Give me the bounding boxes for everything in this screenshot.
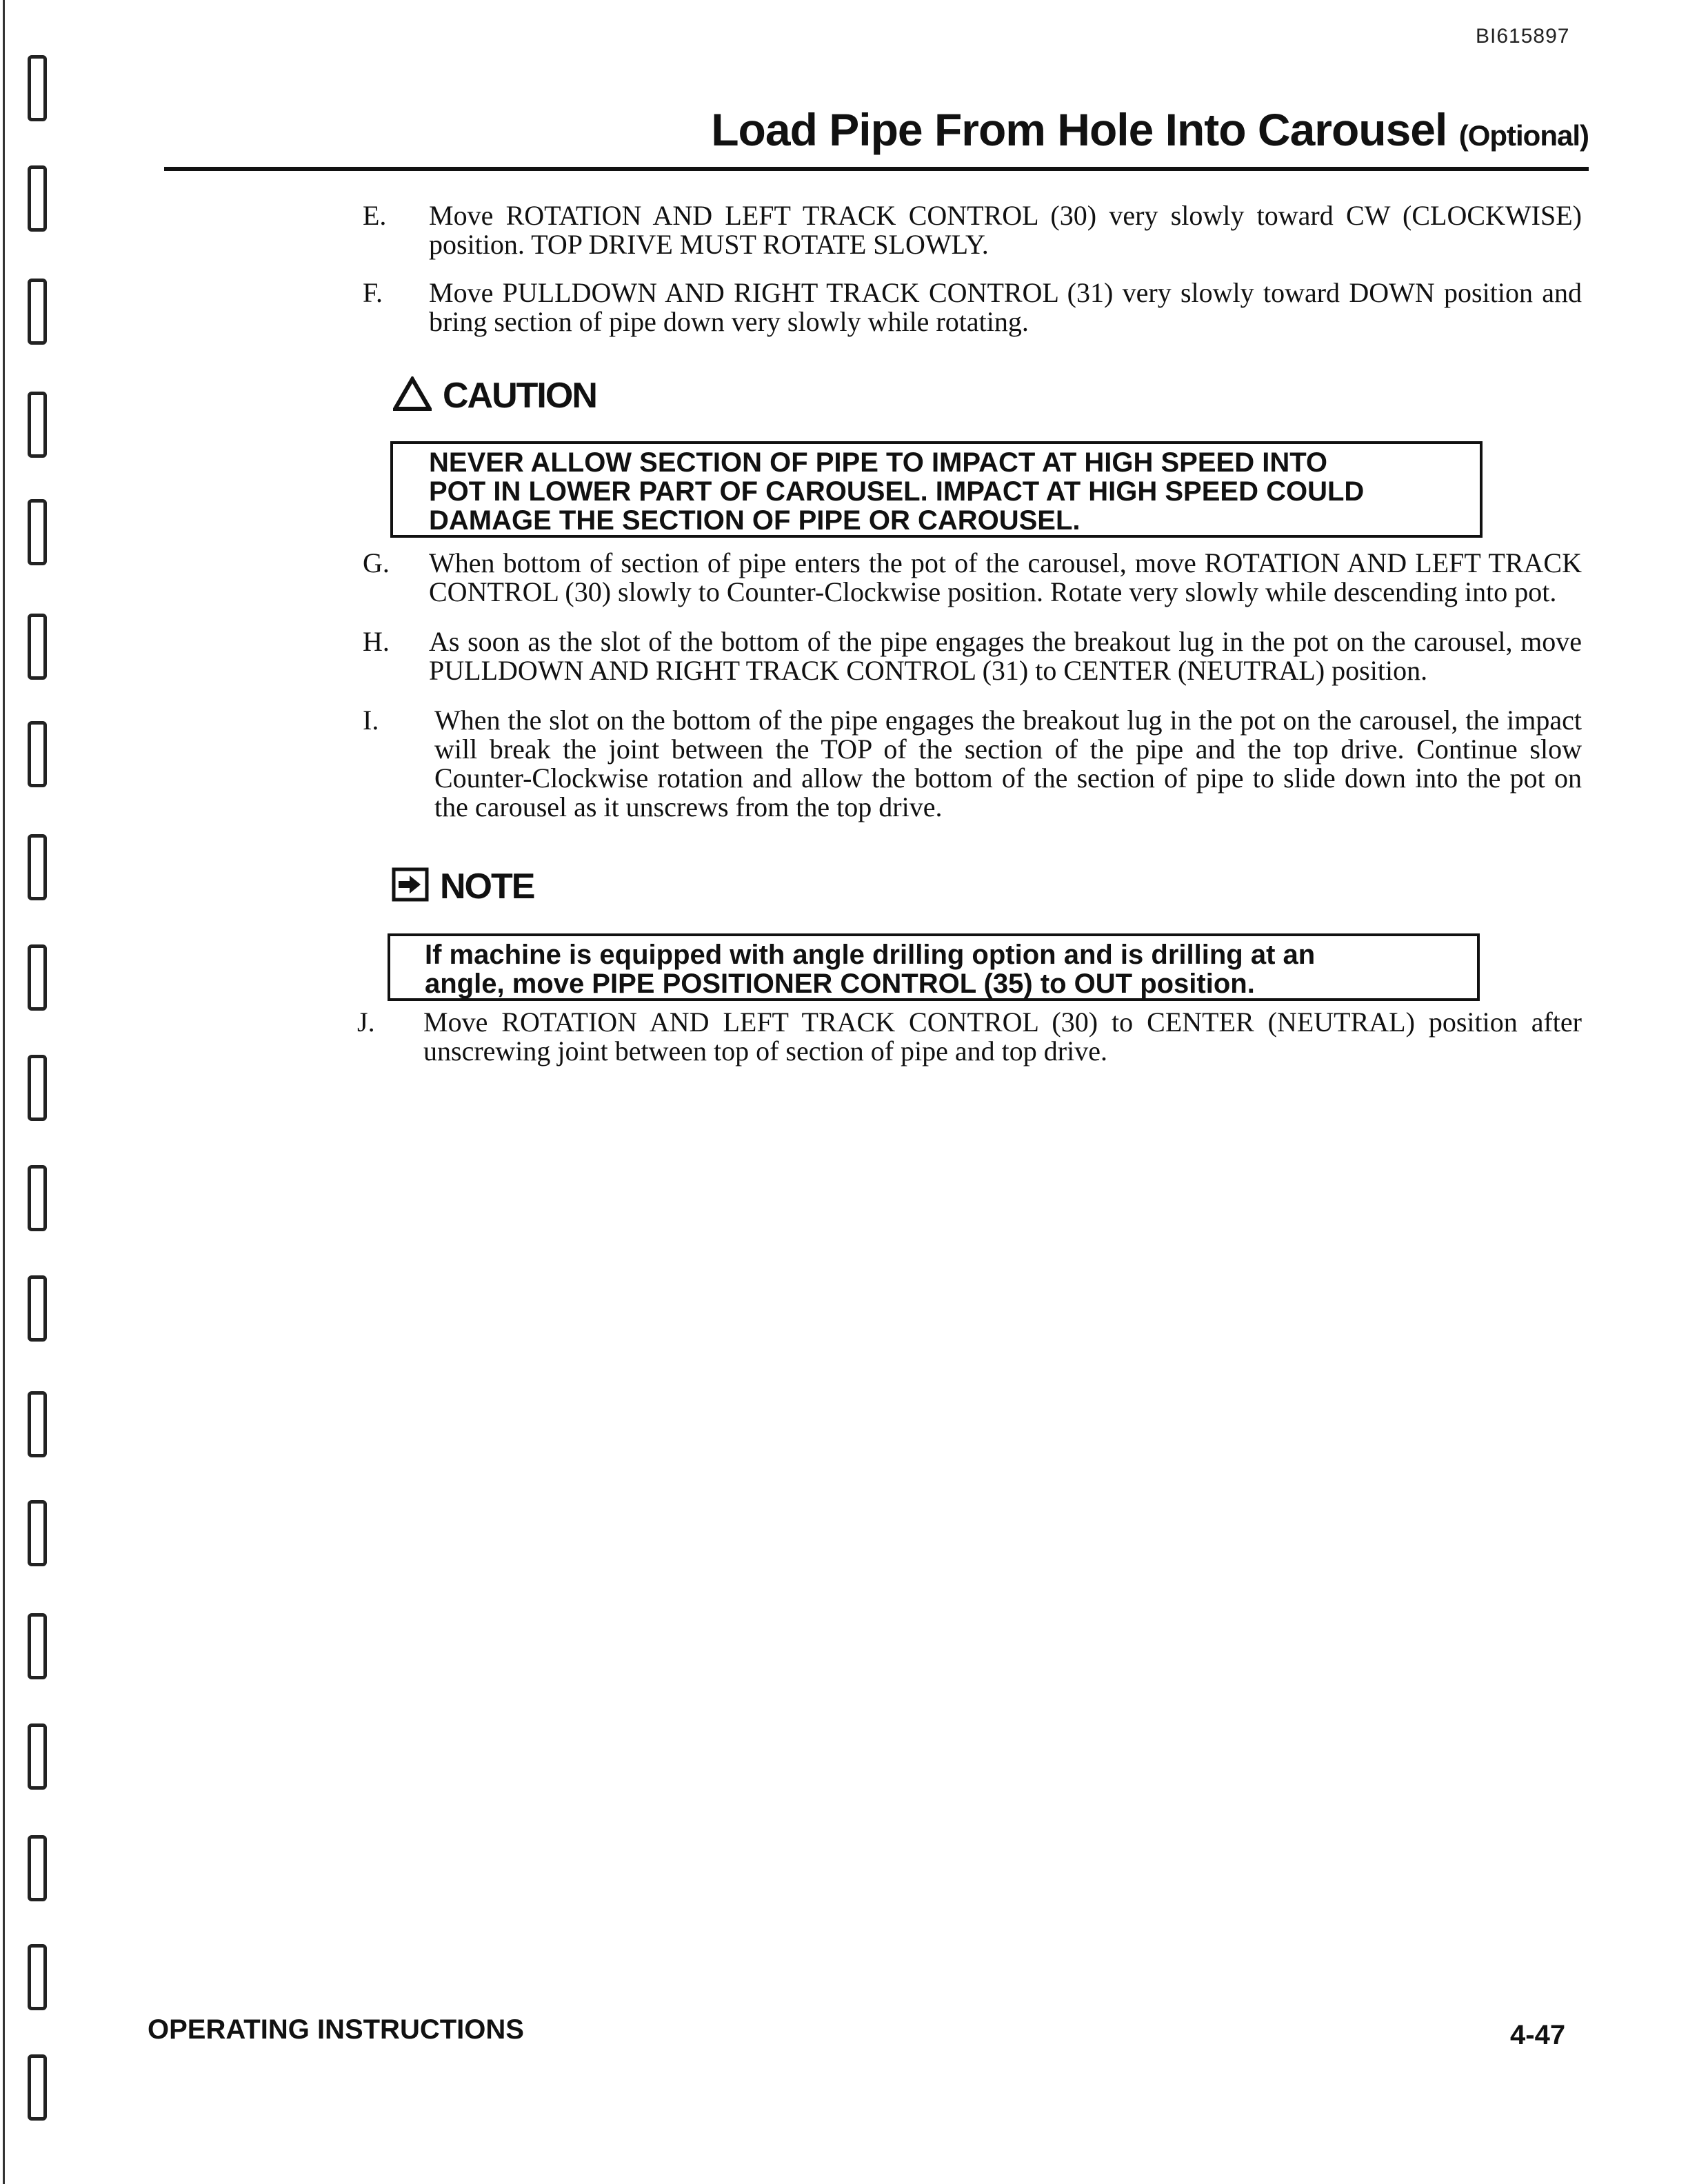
binder-ring xyxy=(28,944,47,1011)
binder-ring xyxy=(28,614,47,680)
step-letter: I. xyxy=(363,705,379,736)
binder-ring xyxy=(28,1165,47,1231)
binder-ring xyxy=(28,1944,47,2010)
binder-ring xyxy=(28,1835,47,1901)
page-title-optional: (Optional) xyxy=(1458,119,1589,152)
arrow-box-icon xyxy=(392,867,429,911)
note-line: angle, move PIPE POSITIONER CONTROL (35) to OUT position. xyxy=(425,969,1255,999)
step-letter: H. xyxy=(363,626,390,657)
caution-line: DAMAGE THE SECTION OF PIPE OR CAROUSEL. xyxy=(429,505,1081,536)
caution-line: POT IN LOWER PART OF CAROUSEL. IMPACT AT HIGH SPEED COULD xyxy=(429,476,1365,507)
binder-ring xyxy=(28,55,47,121)
page-title-text: Load Pipe From Hole Into Carousel xyxy=(711,104,1447,155)
step-letter: G. xyxy=(363,547,390,578)
step-letter: E. xyxy=(363,200,387,231)
footer-section-title: OPERATING INSTRUCTIONS xyxy=(148,2014,524,2045)
document-id: BI615897 xyxy=(1476,25,1570,48)
binder-ring xyxy=(28,499,47,565)
step-text: When the slot on the bottom of the pipe engages the breakout lug in the pot on the carousel, the impact will break the joint between the TOP of the section of the pipe and the top drive. Continue slow Counter-Clockwise rotation and allow the bottom of the section of pipe to slide down into the pot on the carousel as it unscrews from the top drive. xyxy=(434,705,1582,822)
page-title xyxy=(165,103,1589,156)
binder-ring xyxy=(28,1275,47,1342)
binder-ring xyxy=(28,1723,47,1790)
step-text: As soon as the slot of the bottom of the pipe engages the breakout lug in the pot on the carousel, move PULLDOWN AND RIGHT TRACK CONTROL (31) to CENTER (NEUTRAL) position. xyxy=(429,626,1582,686)
binder-ring xyxy=(28,1391,47,1457)
step-letter: J. xyxy=(357,1007,375,1038)
note-box xyxy=(388,933,1480,1001)
warning-triangle-icon xyxy=(393,376,432,420)
binder-ring xyxy=(28,392,47,458)
binder-ring xyxy=(28,279,47,345)
title-underline xyxy=(164,167,1589,171)
page-number: 4-47 xyxy=(1510,2020,1566,2050)
caution-box xyxy=(390,441,1483,538)
caution-line: NEVER ALLOW SECTION OF PIPE TO IMPACT AT HIGH SPEED INTO xyxy=(429,447,1328,478)
binder-ring xyxy=(28,165,47,232)
step-text: Move ROTATION AND LEFT TRACK CONTROL (30) very slowly toward CW (CLOCKWISE) position. TOP DRIVE MUST ROTATE SLOWLY. xyxy=(429,200,1582,260)
step-letter: F. xyxy=(363,277,383,308)
note-heading-text: NOTE xyxy=(440,867,534,907)
step-text: Move PULLDOWN AND RIGHT TRACK CONTROL (31) very slowly toward DOWN position and bring section of pipe down very slowly while rotating. xyxy=(429,277,1582,337)
caution-heading-text: CAUTION xyxy=(443,376,596,416)
binder-ring xyxy=(28,1613,47,1679)
binder-ring xyxy=(28,721,47,787)
binder-ring xyxy=(28,1500,47,1566)
binder-edge-line xyxy=(3,0,5,2184)
binder-ring xyxy=(28,2054,47,2121)
step-text: When bottom of section of pipe enters the pot of the carousel, move ROTATION AND LEFT TRACK CONTROL (30) slowly to Counter-Clockwise position. Rotate very slowly while descending into pot. xyxy=(429,547,1582,607)
binder-ring xyxy=(28,1055,47,1121)
binder-ring xyxy=(28,834,47,900)
note-line: If machine is equipped with angle drilling option and is drilling at an xyxy=(425,940,1316,970)
caution-heading xyxy=(393,375,596,420)
step-text: Move ROTATION AND LEFT TRACK CONTROL (30) to CENTER (NEUTRAL) position after unscrewing joint between top of section of pipe and top drive. xyxy=(423,1007,1582,1066)
note-heading xyxy=(392,866,534,911)
